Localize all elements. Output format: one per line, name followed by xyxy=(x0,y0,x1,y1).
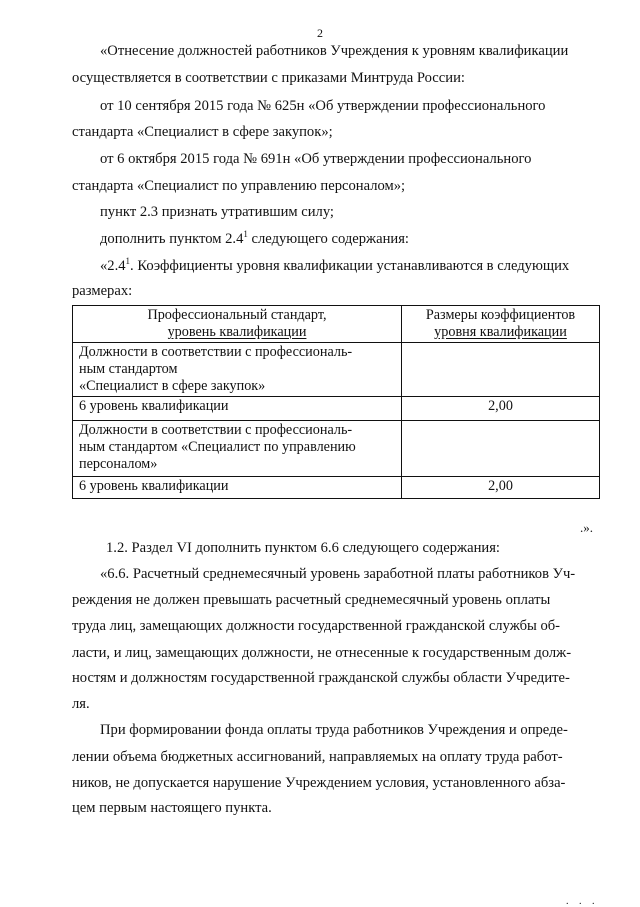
group-hr-title xyxy=(73,421,402,477)
table-row xyxy=(73,421,600,477)
order-691-line-2: стандарта «Специалист по управлению персоналом»; xyxy=(72,178,406,194)
empty-cell xyxy=(402,343,600,397)
point-2-4-1-text xyxy=(100,258,569,275)
table-header-row xyxy=(73,306,600,343)
page-number: 2 xyxy=(317,26,323,40)
empty-cell xyxy=(402,421,600,477)
p24-prefix: «2.4 xyxy=(100,258,126,274)
group2-line1: Должности в соответствии с профессиональ- xyxy=(79,422,353,438)
point-2-4-1-line-2: размерах: xyxy=(72,283,133,299)
fund-line-4: цем первым настоящего пункта. xyxy=(72,800,272,816)
intro-line-2: осуществляется в соответствии с приказами Минтруда России: xyxy=(72,70,465,86)
header-col1-line1: Профессиональный стандарт, xyxy=(147,307,327,323)
p66-line-4: ласти, и лиц, замещающих должности, не отнесенные к государственным долж- xyxy=(72,645,572,661)
add-point-suffix: следующего содержания: xyxy=(247,231,409,247)
group1-line2: ным стандартом xyxy=(79,361,178,377)
p24-sup: 1 xyxy=(125,256,131,266)
coefficient-value: 2,00 xyxy=(402,477,600,499)
group1-line3: «Специалист в сфере закупок» xyxy=(79,378,266,394)
section-1-2: 1.2. Раздел VI дополнить пунктом 6.6 следующего содержания: xyxy=(106,540,500,556)
point-2-3-invalid: пункт 2.3 признать утратившим силу; xyxy=(100,204,334,220)
table-row xyxy=(73,397,600,421)
coefficients-table xyxy=(72,305,600,499)
table-closing-mark: .». xyxy=(580,520,593,535)
header-col2-line1: Размеры коэффициентов xyxy=(425,307,576,323)
add-point-sup: 1 xyxy=(243,229,248,239)
table-header-coefficient xyxy=(402,306,600,343)
header-col2-line2: уровня квалификации xyxy=(434,324,567,340)
group2-line2: ным стандартом «Специалист по управлению xyxy=(79,439,356,455)
p66-line-5: ностям и должностям государственной гражданской службы области Учредите- xyxy=(72,670,570,686)
order-691-line-1: от 6 октября 2015 года № 691н «Об утверждении профессионального xyxy=(100,151,532,167)
group-procurement-title xyxy=(73,343,402,397)
group2-line3: персоналом» xyxy=(79,456,158,472)
level-cell: 6 уровень квалификации xyxy=(73,397,402,421)
p66-line-2: реждения не должен превышать расчетный среднемесячный уровень оплаты xyxy=(72,592,551,608)
fund-line-3: ников, не допускается нарушение Учреждением условия, установленного абза- xyxy=(72,775,566,791)
intro-line-1 xyxy=(100,43,600,60)
add-point-prefix: дополнить пунктом 2.4 xyxy=(100,231,244,247)
level-cell: 6 уровень квалификации xyxy=(73,477,402,499)
add-point-2-4-1 xyxy=(100,231,409,248)
p24-text: . Коэффициенты уровня квалификации устанавливаются в следующих xyxy=(130,258,570,274)
coefficient-value: 2,00 xyxy=(402,397,600,421)
order-625-line-2: стандарта «Специалист в сфере закупок»; xyxy=(72,124,333,140)
fund-line-2: лении объема бюджетных ассигнований, направляемых на оплату труда работ- xyxy=(72,749,563,765)
fund-line-1: При формировании фонда оплаты труда работников Учреждения и опреде- xyxy=(100,722,568,738)
scan-marks: . . . xyxy=(566,896,599,907)
p66-line-1: «6.6. Расчетный среднемесячный уровень заработной платы работников Уч- xyxy=(100,566,576,582)
table-row xyxy=(73,477,600,499)
table-row xyxy=(73,343,600,397)
order-625-line-1: от 10 сентября 2015 года № 625н «Об утверждении профессионального xyxy=(100,98,546,114)
group1-line1: Должности в соответствии с профессиональ- xyxy=(79,344,353,360)
table-header-standard xyxy=(73,306,402,343)
p66-line-3: труда лиц, замещающих должности государственной гражданской службы об- xyxy=(72,618,561,634)
p66-line-6: ля. xyxy=(72,696,90,712)
header-col1-line2: уровень квалификации xyxy=(167,324,307,340)
intro-text-1: «Отнесение должностей работников Учреждения к уровням квалификации xyxy=(100,43,569,59)
